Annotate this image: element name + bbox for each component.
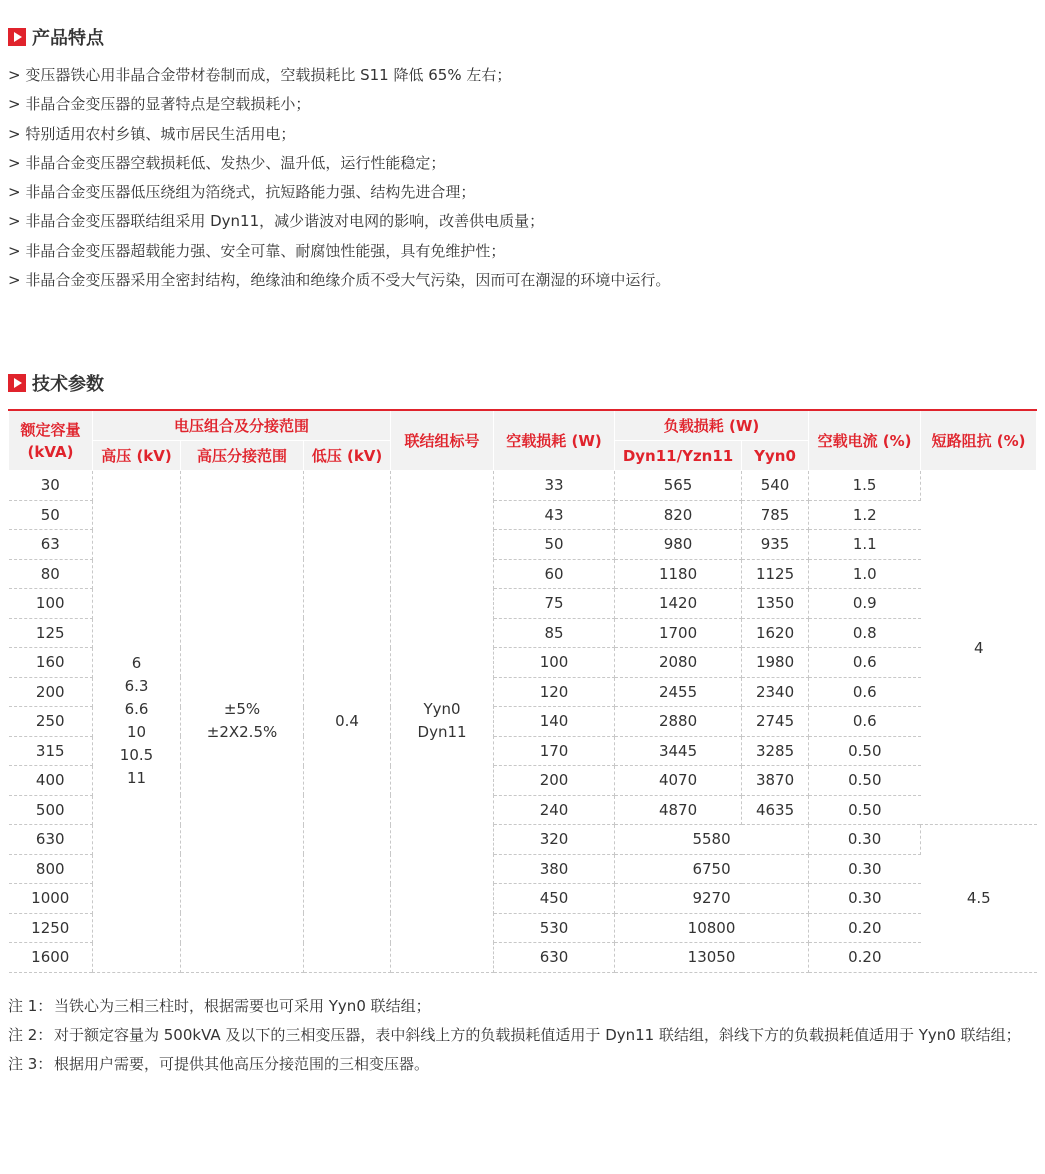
cell-no-load-loss: 200 <box>494 766 615 796</box>
header-dyn11: Dyn11/Yzn11 <box>615 441 742 471</box>
cell-no-load-current: 0.8 <box>809 618 921 648</box>
cell-load-loss-yyn0: 3285 <box>742 736 809 766</box>
cell-no-load-loss: 60 <box>494 559 615 589</box>
note-text: 对于额定容量为 500kVA 及以下的三相变压器，表中斜线上方的负载损耗值适用于 Dyn11 联结组，斜线下方的负载损耗值适用于 Yyn0 联结组； <box>54 1026 1021 1044</box>
cell-no-load-loss: 33 <box>494 471 615 501</box>
note-item <box>8 992 1038 1021</box>
cell-capacity: 80 <box>9 559 93 589</box>
cell-no-load-current: 0.9 <box>809 589 921 619</box>
cell-load-loss-yyn0: 935 <box>742 530 809 560</box>
cell-capacity: 50 <box>9 500 93 530</box>
cell-load-loss-yyn0: 1350 <box>742 589 809 619</box>
cell-capacity: 315 <box>9 736 93 766</box>
cell-no-load-current: 0.6 <box>809 648 921 678</box>
cell-load-loss: 10800 <box>615 913 809 943</box>
cell-load-loss-yyn0: 1620 <box>742 618 809 648</box>
cell-connection-value: Dyn11 <box>417 723 467 742</box>
note-text: 根据用户需要，可提供其他高压分接范围的三相变压器。 <box>54 1055 430 1073</box>
header-hv-tap: 高压分接范围 <box>181 441 304 471</box>
header-rated-capacity: 额定容量 (kVA) <box>9 410 93 471</box>
cell-load-loss-yyn0: 4635 <box>742 795 809 825</box>
cell-load-loss-dyn11: 4070 <box>615 766 742 796</box>
cell-no-load-current: 1.5 <box>809 471 921 501</box>
cell-lv: 0.4 <box>304 471 391 973</box>
cell-no-load-loss: 380 <box>494 854 615 884</box>
cell-no-load-loss: 100 <box>494 648 615 678</box>
header-voltage-group: 电压组合及分接范围 <box>93 410 391 441</box>
note-item <box>8 1050 1038 1079</box>
cell-no-load-loss: 85 <box>494 618 615 648</box>
cell-no-load-loss: 530 <box>494 913 615 943</box>
header-impedance: 短路阻抗 (%) <box>921 410 1037 471</box>
cell-no-load-loss: 240 <box>494 795 615 825</box>
feature-item: > 非晶合金变压器低压绕组为箔绕式，抗短路能力强、结构先进合理； <box>8 183 476 202</box>
cell-load-loss-yyn0: 540 <box>742 471 809 501</box>
cell-load-loss-dyn11: 1180 <box>615 559 742 589</box>
cell-load-loss: 6750 <box>615 854 809 884</box>
cell-load-loss-yyn0: 1980 <box>742 648 809 678</box>
feature-item: > 非晶合金变压器采用全密封结构，绝缘油和绝缘介质不受大气污染，因而可在潮湿的环境中运行。 <box>8 271 671 290</box>
cell-capacity: 630 <box>9 825 93 855</box>
cell-no-load-current: 0.30 <box>809 884 921 914</box>
feature-item: > 非晶合金变压器的显著特点是空载损耗小； <box>8 95 311 114</box>
header-connection: 联结组标号 <box>391 410 494 471</box>
cell-no-load-loss: 170 <box>494 736 615 766</box>
cell-load-loss-dyn11: 2455 <box>615 677 742 707</box>
cell-capacity: 400 <box>9 766 93 796</box>
cell-no-load-current: 0.30 <box>809 825 921 855</box>
cell-connection <box>391 471 494 973</box>
cell-hv-value: 6 <box>131 654 142 673</box>
cell-load-loss-dyn11: 565 <box>615 471 742 501</box>
note-label: 注 1： <box>8 997 53 1015</box>
cell-hv <box>93 471 181 973</box>
cell-no-load-loss: 75 <box>494 589 615 619</box>
cell-no-load-loss: 140 <box>494 707 615 737</box>
cell-hv-value: 10.5 <box>119 746 154 765</box>
table-row <box>9 471 1037 501</box>
cell-capacity: 160 <box>9 648 93 678</box>
spec-table <box>8 409 1037 973</box>
specs-title: 技术参数 <box>32 374 104 395</box>
cell-hv-value: 10 <box>126 723 147 742</box>
cell-load-loss-yyn0: 1125 <box>742 559 809 589</box>
cell-load-loss-dyn11: 2880 <box>615 707 742 737</box>
feature-item: > 变压器铁心用非晶合金带材卷制而成，空载损耗比 S11 降低 65% 左右； <box>8 66 512 84</box>
cell-load-loss-dyn11: 820 <box>615 500 742 530</box>
cell-capacity: 1600 <box>9 943 93 973</box>
cell-no-load-loss: 450 <box>494 884 615 914</box>
feature-item: > 特别适用农村乡镇、城市居民生活用电； <box>8 124 296 143</box>
features-list <box>8 61 1038 295</box>
cell-impedance: 4.5 <box>921 825 1037 973</box>
cell-no-load-current: 1.2 <box>809 500 921 530</box>
cell-no-load-loss: 120 <box>494 677 615 707</box>
cell-connection-value: Yyn0 <box>423 700 461 719</box>
header-no-load-current: 空载电流 (%) <box>809 410 921 471</box>
cell-load-loss-dyn11: 4870 <box>615 795 742 825</box>
cell-load-loss-yyn0: 2745 <box>742 707 809 737</box>
cell-no-load-loss: 50 <box>494 530 615 560</box>
cell-load-loss-yyn0: 2340 <box>742 677 809 707</box>
cell-hv-value: 6.6 <box>124 700 149 719</box>
cell-capacity: 500 <box>9 795 93 825</box>
play-icon <box>8 28 26 46</box>
feature-item: > 非晶合金变压器空载损耗低、发热少、温升低，运行性能稳定； <box>8 153 446 172</box>
cell-load-loss-dyn11: 1700 <box>615 618 742 648</box>
feature-item: > 非晶合金变压器超载能力强、安全可靠、耐腐蚀性能强，具有免维护性； <box>8 241 506 260</box>
cell-load-loss-yyn0: 785 <box>742 500 809 530</box>
cell-capacity: 30 <box>9 471 93 501</box>
cell-load-loss: 9270 <box>615 884 809 914</box>
cell-capacity: 125 <box>9 618 93 648</box>
cell-load-loss-dyn11: 1420 <box>615 589 742 619</box>
cell-no-load-current: 0.6 <box>809 677 921 707</box>
cell-no-load-current: 0.20 <box>809 943 921 973</box>
cell-capacity: 800 <box>9 854 93 884</box>
cell-load-loss: 5580 <box>615 825 809 855</box>
header-hv: 高压 (kV) <box>93 441 181 471</box>
cell-hv-tap-value: ±2X2.5% <box>206 723 278 742</box>
cell-no-load-loss: 630 <box>494 943 615 973</box>
cell-impedance: 4 <box>921 471 1037 825</box>
note-text: 当铁心为三相三柱时，根据需要也可采用 Yyn0 联结组； <box>54 997 431 1015</box>
header-lv: 低压 (kV) <box>304 441 391 471</box>
cell-load-loss-dyn11: 3445 <box>615 736 742 766</box>
cell-load-loss-dyn11: 980 <box>615 530 742 560</box>
cell-no-load-current: 0.50 <box>809 766 921 796</box>
cell-hv-value: 6.3 <box>124 677 149 696</box>
note-item <box>8 1021 1038 1050</box>
cell-no-load-loss: 320 <box>494 825 615 855</box>
cell-capacity: 200 <box>9 677 93 707</box>
cell-capacity: 63 <box>9 530 93 560</box>
cell-no-load-current: 1.0 <box>809 559 921 589</box>
specs-heading <box>8 370 104 396</box>
cell-no-load-current: 1.1 <box>809 530 921 560</box>
features-heading <box>8 24 104 50</box>
play-icon <box>8 374 26 392</box>
notes-list <box>8 992 1038 1079</box>
note-label: 注 3： <box>8 1055 53 1073</box>
header-no-load-loss: 空载损耗 (W) <box>494 410 615 471</box>
cell-capacity: 100 <box>9 589 93 619</box>
note-label: 注 2： <box>8 1026 53 1044</box>
header-load-loss: 负载损耗 (W) <box>615 410 809 441</box>
cell-no-load-current: 0.30 <box>809 854 921 884</box>
cell-capacity: 1000 <box>9 884 93 914</box>
cell-no-load-current: 0.6 <box>809 707 921 737</box>
cell-capacity: 1250 <box>9 913 93 943</box>
cell-load-loss-yyn0: 3870 <box>742 766 809 796</box>
cell-load-loss-dyn11: 2080 <box>615 648 742 678</box>
cell-hv-value: 11 <box>126 769 147 788</box>
feature-item: > 非晶合金变压器联结组采用 Dyn11，减少谐波对电网的影响，改善供电质量； <box>8 212 545 231</box>
cell-load-loss: 13050 <box>615 943 809 973</box>
header-yyn0: Yyn0 <box>742 441 809 471</box>
cell-capacity: 250 <box>9 707 93 737</box>
cell-no-load-current: 0.50 <box>809 795 921 825</box>
cell-no-load-loss: 43 <box>494 500 615 530</box>
features-title: 产品特点 <box>32 28 104 49</box>
cell-no-load-current: 0.20 <box>809 913 921 943</box>
cell-no-load-current: 0.50 <box>809 736 921 766</box>
cell-hv-tap <box>181 471 304 973</box>
cell-hv-tap-value: ±5% <box>223 700 261 719</box>
